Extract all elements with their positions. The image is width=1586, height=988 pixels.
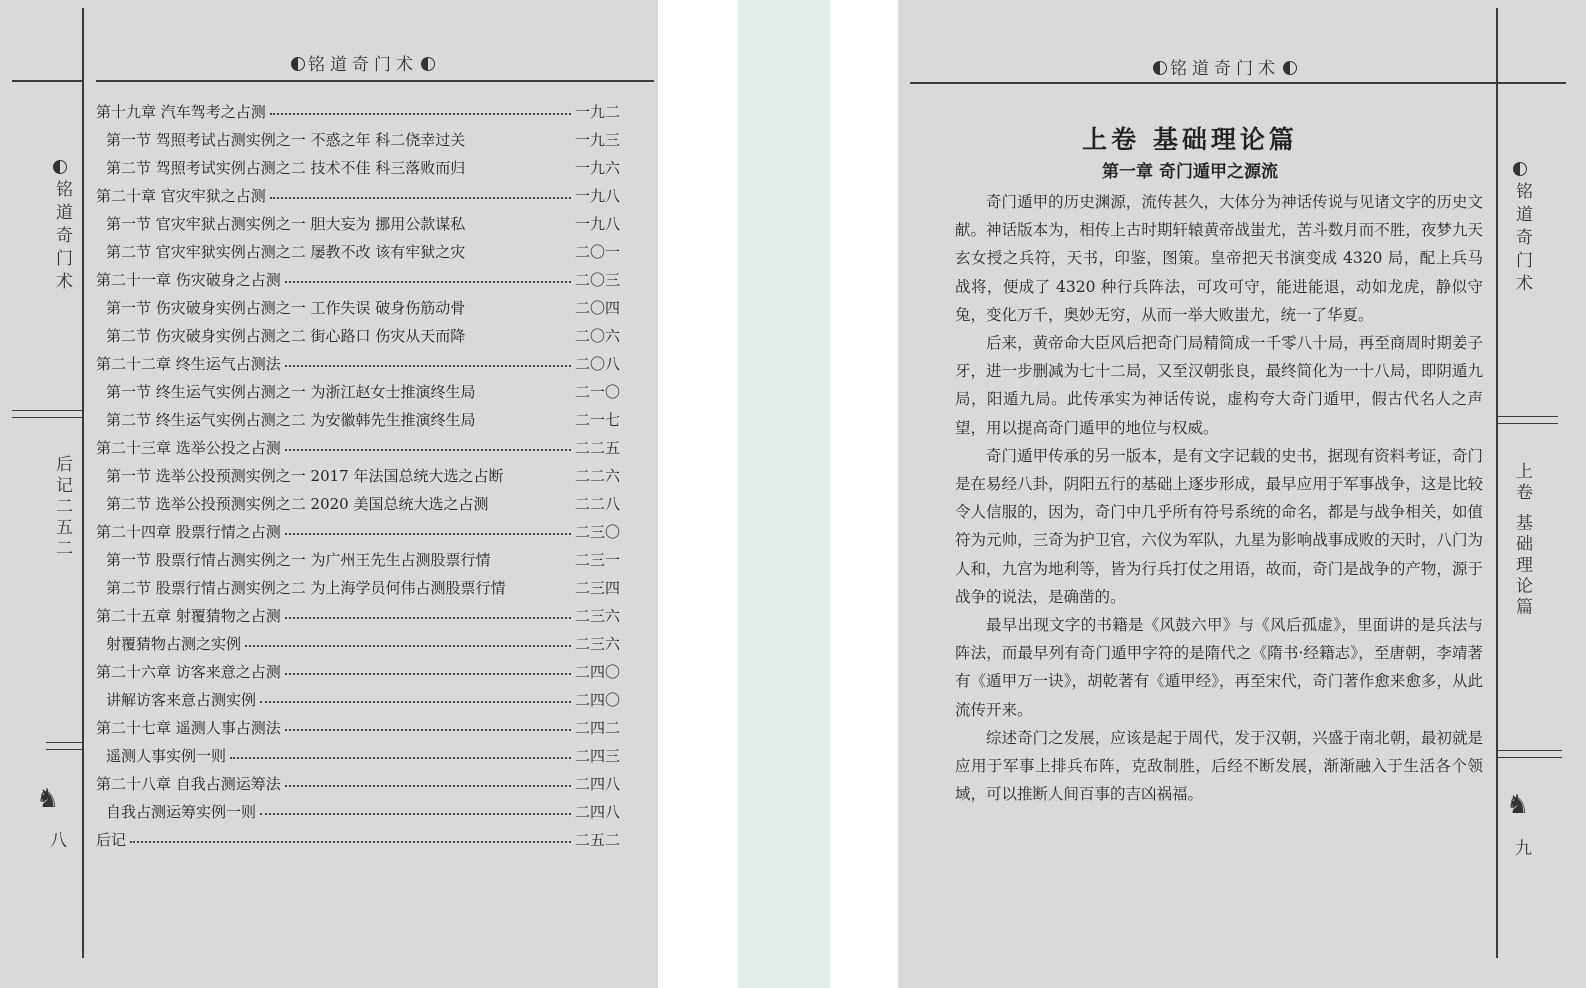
right-side-tab-text: 铭道奇门术 xyxy=(1512,182,1532,297)
toc-entry xyxy=(96,206,620,234)
toc-entry xyxy=(96,122,620,150)
toc-entry xyxy=(96,570,620,598)
toc-leader-dots xyxy=(270,197,571,199)
chapter-title: 第一章 奇门遁甲之源流 xyxy=(1102,162,1278,182)
right-side-section-text: 上卷 基础理论篇 xyxy=(1512,462,1532,619)
toc-entry-page: 二三六 xyxy=(574,607,620,625)
toc-entry-title: 第一节 股票行情占测实例之一 为广州王先生占测股票行情 xyxy=(106,551,491,569)
toc-entry-title: 第二十四章 股票行情之占测 xyxy=(96,523,281,541)
left-side-section-text: 后记二五二 xyxy=(52,455,72,560)
toc-entry-title: 第二十八章 自我占测运筹法 xyxy=(96,775,281,793)
toc-leader-dots xyxy=(285,617,571,619)
right-header-rule xyxy=(910,82,1496,84)
toc-entry xyxy=(96,598,620,626)
toc-leader-dots xyxy=(285,281,571,283)
table-of-contents xyxy=(96,94,620,850)
toc-entry-title: 第一节 驾照考试占测实例之一 不惑之年 科二侥幸过关 xyxy=(106,131,466,149)
left-side-tab xyxy=(50,160,72,302)
right-tab-top-rule xyxy=(1496,82,1566,84)
toc-leader-dots xyxy=(230,757,571,759)
toc-entry-page: 一九六 xyxy=(574,159,620,177)
toc-entry-page: 二三〇 xyxy=(574,523,620,541)
toc-entry-page: 二二八 xyxy=(574,495,620,513)
yin-yang-icon xyxy=(53,160,67,174)
toc-entry-page: 一九三 xyxy=(574,131,620,149)
toc-entry-page: 二一〇 xyxy=(574,383,620,401)
toc-entry xyxy=(96,346,620,374)
toc-entry-page: 二二五 xyxy=(574,439,620,457)
toc-entry-title: 第一节 终生运气实例占测之一 为浙江赵女士推演终生局 xyxy=(106,383,476,401)
toc-entry xyxy=(96,766,620,794)
yin-yang-icon xyxy=(1153,61,1167,75)
toc-entry xyxy=(96,738,620,766)
toc-entry-page: 二〇六 xyxy=(574,327,620,345)
toc-entry xyxy=(96,822,620,850)
toc-entry xyxy=(96,514,620,542)
toc-entry-title: 第二十章 官灾牢狱之占测 xyxy=(96,187,266,205)
toc-entry xyxy=(96,402,620,430)
toc-entry-title: 第二十六章 访客来意之占测 xyxy=(96,663,281,681)
toc-entry xyxy=(96,794,620,822)
right-side-tab xyxy=(1510,162,1532,304)
toc-entry xyxy=(96,682,620,710)
toc-entry xyxy=(96,94,620,122)
volume-title: 上卷 基础理论篇 xyxy=(1082,125,1298,154)
left-header-rule xyxy=(96,80,654,82)
body-paragraph: 最早出现文字的书籍是《风鼓六甲》与《风后孤虚》，里面讲的是兵法与阵法，而最早列有奇门遁甲字符的是隋代之《隋书·经籍志》，至唐朝，李靖著有《遁甲万一诀》，胡乾著有《遁甲经》，再至宋代，奇门著作愈来愈多，从此流传开来。 xyxy=(955,616,1483,719)
toc-entry-page: 二四三 xyxy=(574,747,620,765)
body-paragraph: 后来，黄帝命大臣风后把奇门局精简成一千零八十局，再至商周时期姜子牙，进一步删减为七十二局，又至汉朝张良，最终简化为一十八局，即阴遁九局，阳遁九局。此传承实为神话传说，虚构夸大奇门遁甲，假古代名人之声望，用以提高奇门遁甲的地位与权威。 xyxy=(955,334,1483,437)
toc-entry xyxy=(96,150,620,178)
toc-entry-page: 一九八 xyxy=(574,187,620,205)
toc-entry-page: 二四二 xyxy=(574,719,620,737)
toc-entry-page: 二四八 xyxy=(574,803,620,821)
toc-entry-title: 第二节 官灾牢狱实例占测之二 屡教不改 该有牢狱之灾 xyxy=(106,243,466,261)
toc-leader-dots xyxy=(285,365,571,367)
toc-entry-page: 二四〇 xyxy=(574,663,620,681)
toc-entry xyxy=(96,626,620,654)
toc-entry-title: 第二十五章 射覆猜物之占测 xyxy=(96,607,281,625)
toc-entry-page: 二二六 xyxy=(574,467,620,485)
left-side-section xyxy=(50,455,72,567)
toc-entry-page: 二一七 xyxy=(574,411,620,429)
toc-entry xyxy=(96,486,620,514)
toc-leader-dots xyxy=(285,533,571,535)
toc-entry-page: 二三四 xyxy=(574,579,620,597)
toc-entry-title: 第一节 选举公投预测实例之一 2017 年法国总统大选之占断 xyxy=(106,467,504,485)
toc-leader-dots xyxy=(285,785,571,787)
toc-entry-title: 第二节 驾照考试实例占测之二 技术不佳 科三落败而归 xyxy=(106,159,466,177)
toc-entry xyxy=(96,542,620,570)
toc-entry-title: 后记 xyxy=(96,831,127,849)
body-paragraph: 综述奇门之发展，应该是起于周代，发于汉朝，兴盛于南北朝，最初就是应用于军事上排兵布阵，克敌制胜，后经不断发展，渐渐融入于生活各个领域，可以推断人间百事的吉凶祸福。 xyxy=(955,728,1483,804)
toc-leader-dots xyxy=(270,113,571,115)
toc-entry-page: 二〇三 xyxy=(574,271,620,289)
left-tab-divider xyxy=(12,410,82,418)
toc-entry xyxy=(96,318,620,346)
left-margin-rule xyxy=(82,8,84,958)
toc-entry xyxy=(96,262,620,290)
left-side-tab-text: 铭道奇门术 xyxy=(52,180,72,295)
toc-entry-page: 二五二 xyxy=(574,831,620,849)
toc-leader-dots xyxy=(285,673,571,675)
body-paragraph: 奇门遁甲传承的另一版本，是有文字记载的史书，据现有资料考证，奇门是在易经八卦，阴阳五行的基础上逐步形成，最早应用于军事战争，这是比较令人信服的，因为，奇门中几乎所有符号系统的命名，都是与战争相关，如值符为元帅，三奇为护卫官，六仪为军队，九星为影响战事成败的天时，八门为人和，九宫为地利等，皆为行兵打仗之用语，故而，奇门是战争的产物，源于战争的说法，是确凿的。 xyxy=(955,446,1483,606)
yin-yang-icon xyxy=(421,57,435,71)
right-margin-rule xyxy=(1496,8,1498,958)
toc-entry-title: 第二十七章 遥测人事占测法 xyxy=(96,719,281,737)
toc-entry-title: 第二十二章 终生运气占测法 xyxy=(96,355,281,373)
toc-entry-title: 第十九章 汽车驾考之占测 xyxy=(96,103,266,121)
toc-entry-title: 第二节 股票行情占测实例之二 为上海学员何伟占测股票行情 xyxy=(106,579,506,597)
right-running-header: 铭道奇门术 xyxy=(1150,54,1300,79)
toc-entry-title: 第二节 选举公投预测实例之二 2020 美国总统大选之占测 xyxy=(106,495,489,513)
toc-entry-title: 遥测人事实例一则 xyxy=(106,747,227,765)
left-tab-top-rule xyxy=(12,80,82,82)
toc-entry-title: 自我占测运筹实例一则 xyxy=(106,803,257,821)
toc-entry xyxy=(96,654,620,682)
toc-entry-page: 二〇八 xyxy=(574,355,620,373)
toc-entry-page: 一九八 xyxy=(574,215,620,233)
toc-leader-dots xyxy=(285,729,571,731)
page-gap xyxy=(738,0,830,988)
left-running-header: 铭道奇门术 xyxy=(288,50,438,75)
toc-entry xyxy=(96,178,620,206)
toc-entry-page: 一九二 xyxy=(574,103,620,121)
toc-entry-title: 第二节 终生运气实例占测之二 为安徽韩先生推演终生局 xyxy=(106,411,476,429)
toc-entry-title: 第一节 官灾牢狱占测实例之一 胆大妄为 挪用公款谋私 xyxy=(106,215,466,233)
toc-entry xyxy=(96,234,620,262)
left-page-number: 八 xyxy=(50,831,67,851)
toc-entry-title: 第二节 伤灾破身实例占测之二 街心路口 伤灾从天而降 xyxy=(106,327,466,345)
right-page-number: 九 xyxy=(1515,839,1532,859)
toc-leader-dots xyxy=(245,645,571,647)
toc-entry xyxy=(96,374,620,402)
toc-entry-title: 第一节 伤灾破身实例占测之一 工作失误 破身伤筋动骨 xyxy=(106,299,466,317)
yin-yang-icon xyxy=(291,57,305,71)
toc-leader-dots xyxy=(260,701,571,703)
toc-entry-page: 二〇一 xyxy=(574,243,620,261)
toc-entry xyxy=(96,290,620,318)
horse-icon: ♞ xyxy=(36,784,60,814)
right-tab-divider-lower xyxy=(1496,750,1562,758)
horse-icon: ♞ xyxy=(1506,790,1530,820)
toc-entry-title: 讲解访客来意占测实例 xyxy=(106,691,257,709)
toc-leader-dots xyxy=(260,813,571,815)
toc-leader-dots xyxy=(130,841,571,843)
toc-entry-page: 二三六 xyxy=(574,635,620,653)
toc-entry-page: 二〇四 xyxy=(574,299,620,317)
right-side-section xyxy=(1510,462,1532,625)
yin-yang-icon xyxy=(1513,162,1527,176)
left-tab-divider-lower xyxy=(46,742,82,750)
body-paragraph: 奇门遁甲的历史渊源，流传甚久，大体分为神话传说与见诸文字的历史文献。神话版本为，相传上古时期轩辕黄帝战蚩尤，苦斗数月而不胜，夜梦九天玄女授之兵符，天书，印鉴，图策。皇帝把天书演变成 4320 局，配上兵马战将，便成了 4320 种行兵阵法，可攻可守，能进能退，动如龙虎，静似守兔，变化万千，奥妙无穷，从而一举大败蚩尤，统一了华夏。 xyxy=(955,193,1483,324)
toc-leader-dots xyxy=(285,449,571,451)
toc-entry-page: 二三一 xyxy=(574,551,620,569)
toc-entry-title: 第二十一章 伤灾破身之占测 xyxy=(96,271,281,289)
toc-entry-title: 射覆猜物占测之实例 xyxy=(106,635,242,653)
yin-yang-icon xyxy=(1283,61,1297,75)
toc-entry-page: 二四〇 xyxy=(574,691,620,709)
toc-entry xyxy=(96,458,620,486)
toc-entry-page: 二四八 xyxy=(574,775,620,793)
toc-entry xyxy=(96,430,620,458)
right-tab-divider xyxy=(1496,416,1558,424)
toc-entry xyxy=(96,710,620,738)
toc-entry-title: 第二十三章 选举公投之占测 xyxy=(96,439,281,457)
body-text xyxy=(955,188,1483,808)
